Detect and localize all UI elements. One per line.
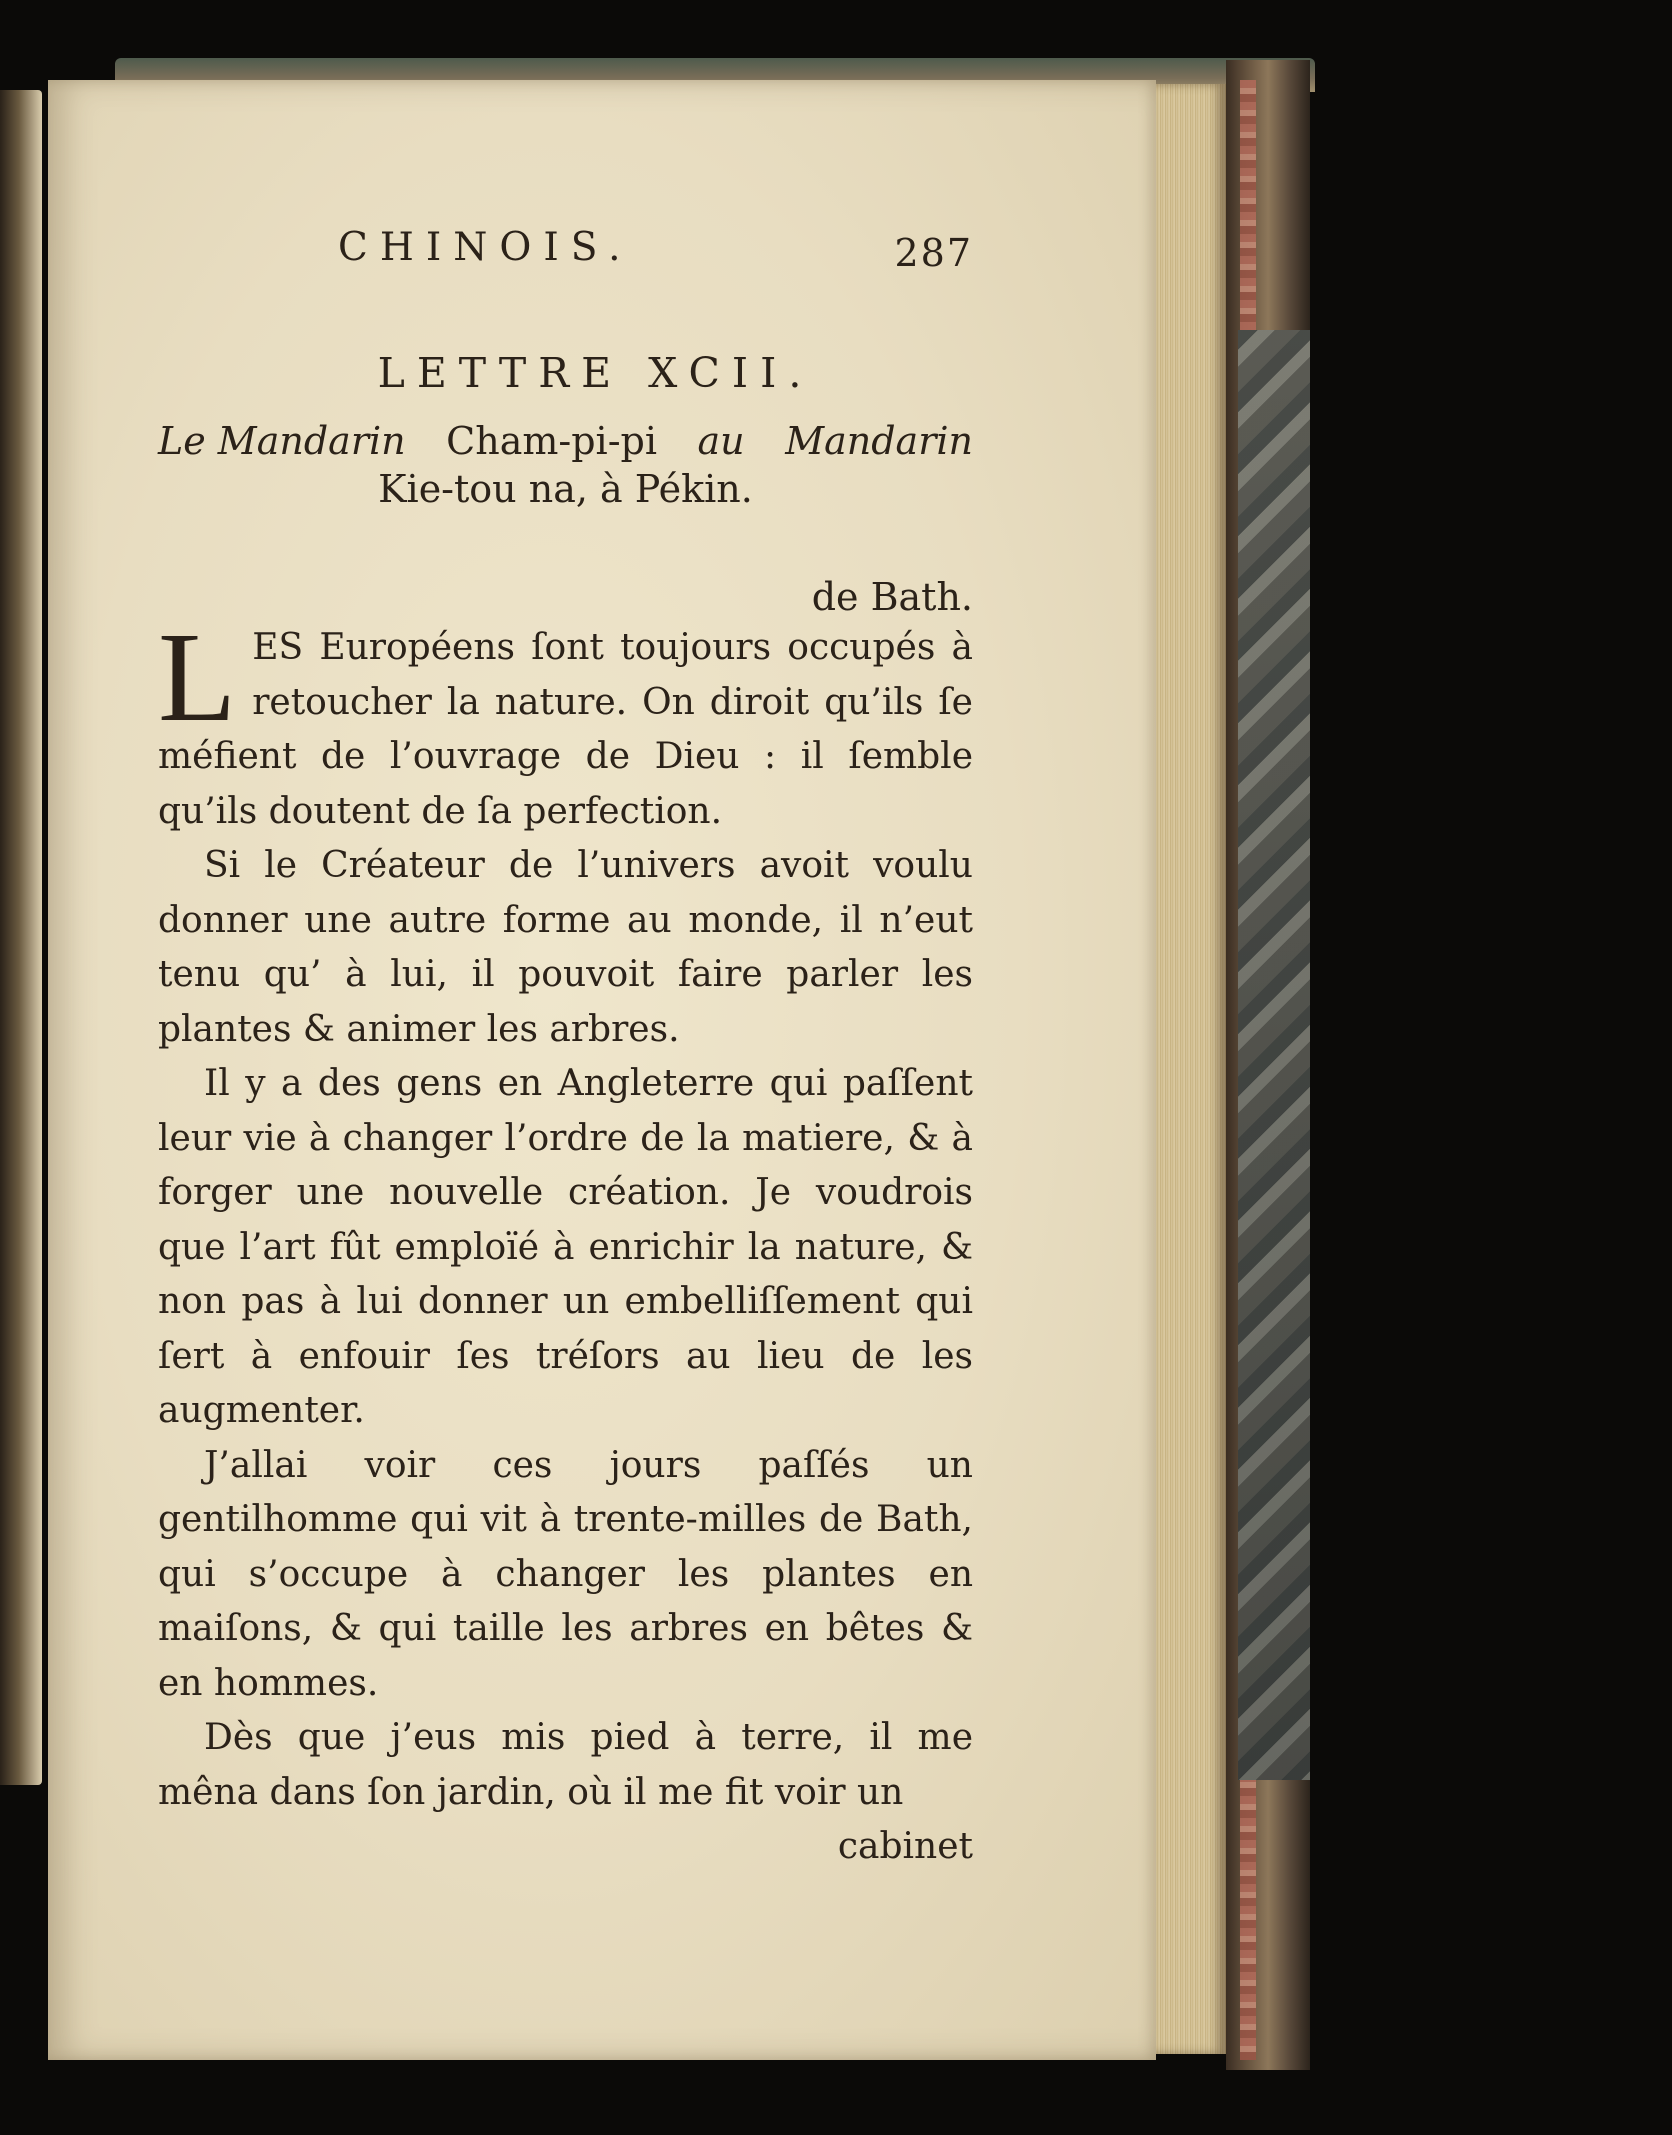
salutation-to-name: Kie-tou na, à Pékin. [378,467,753,511]
left-page-edge [0,90,42,1785]
salutation-to-title: Mandarin [785,419,973,463]
running-head [158,225,973,295]
salutation-line-1 [158,417,973,465]
paragraph-1 [158,606,973,839]
letter-salutation [158,417,973,513]
page-text-block [158,225,973,1874]
paragraph-5: Dès que j’eus mis pied à terre, il me mêna dans ſon jardin, où il me fit voir un [158,1717,973,1813]
paragraph-text: ES Européens ſont toujours occupés à retoucher la nature. On diroit qu’ils ſe méfient de l’ouvrage de Dieu : il ſemble qu’ils doutent de ſa perfection. [158,627,973,832]
paragraph-4: J’allai voir ces jours paſſés un gentilhomme qui vit à trente-milles de Bath, qui s’occupe à changer les plantes en maiſons, & qui taille les arbres en bêtes & en hommes. [158,1444,973,1704]
salutation-from-name: Cham-pi-pi [446,419,658,463]
salutation-from-title: Le Mandarin [158,419,406,463]
page-number: 287 [894,231,973,275]
paragraph-2: Si le Créateur de l’univers avoit voulu donner une autre forme au monde, il n’eut tenu qu’ à lui, il pouvoit faire parler les plantes & animer les arbres. [158,845,973,1050]
letter-title: LETTRE XCII. [377,349,814,397]
page-fore-edge [1156,84,1226,2054]
running-title: CHINOIS. [338,225,633,270]
salutation-connector: au [697,419,745,463]
paragraph-3: Il y a des gens en Angleterre qui paſſent leur vie à changer l’ordre de la matiere, & à forger une nouvelle création. Je voudrois que l’art fût emploïé à enrichir la nature, & non pas à lui donner un embelliſſement qui ſert à enfouir ſes tréſors au lieu de les augmenter. [158,1063,973,1431]
drop-cap: L [158,606,237,748]
letter-body [158,606,973,1820]
catchword: cabinet [837,1826,973,1867]
letter-place: de Bath. [811,575,973,619]
marbled-cover [1238,330,1310,1780]
